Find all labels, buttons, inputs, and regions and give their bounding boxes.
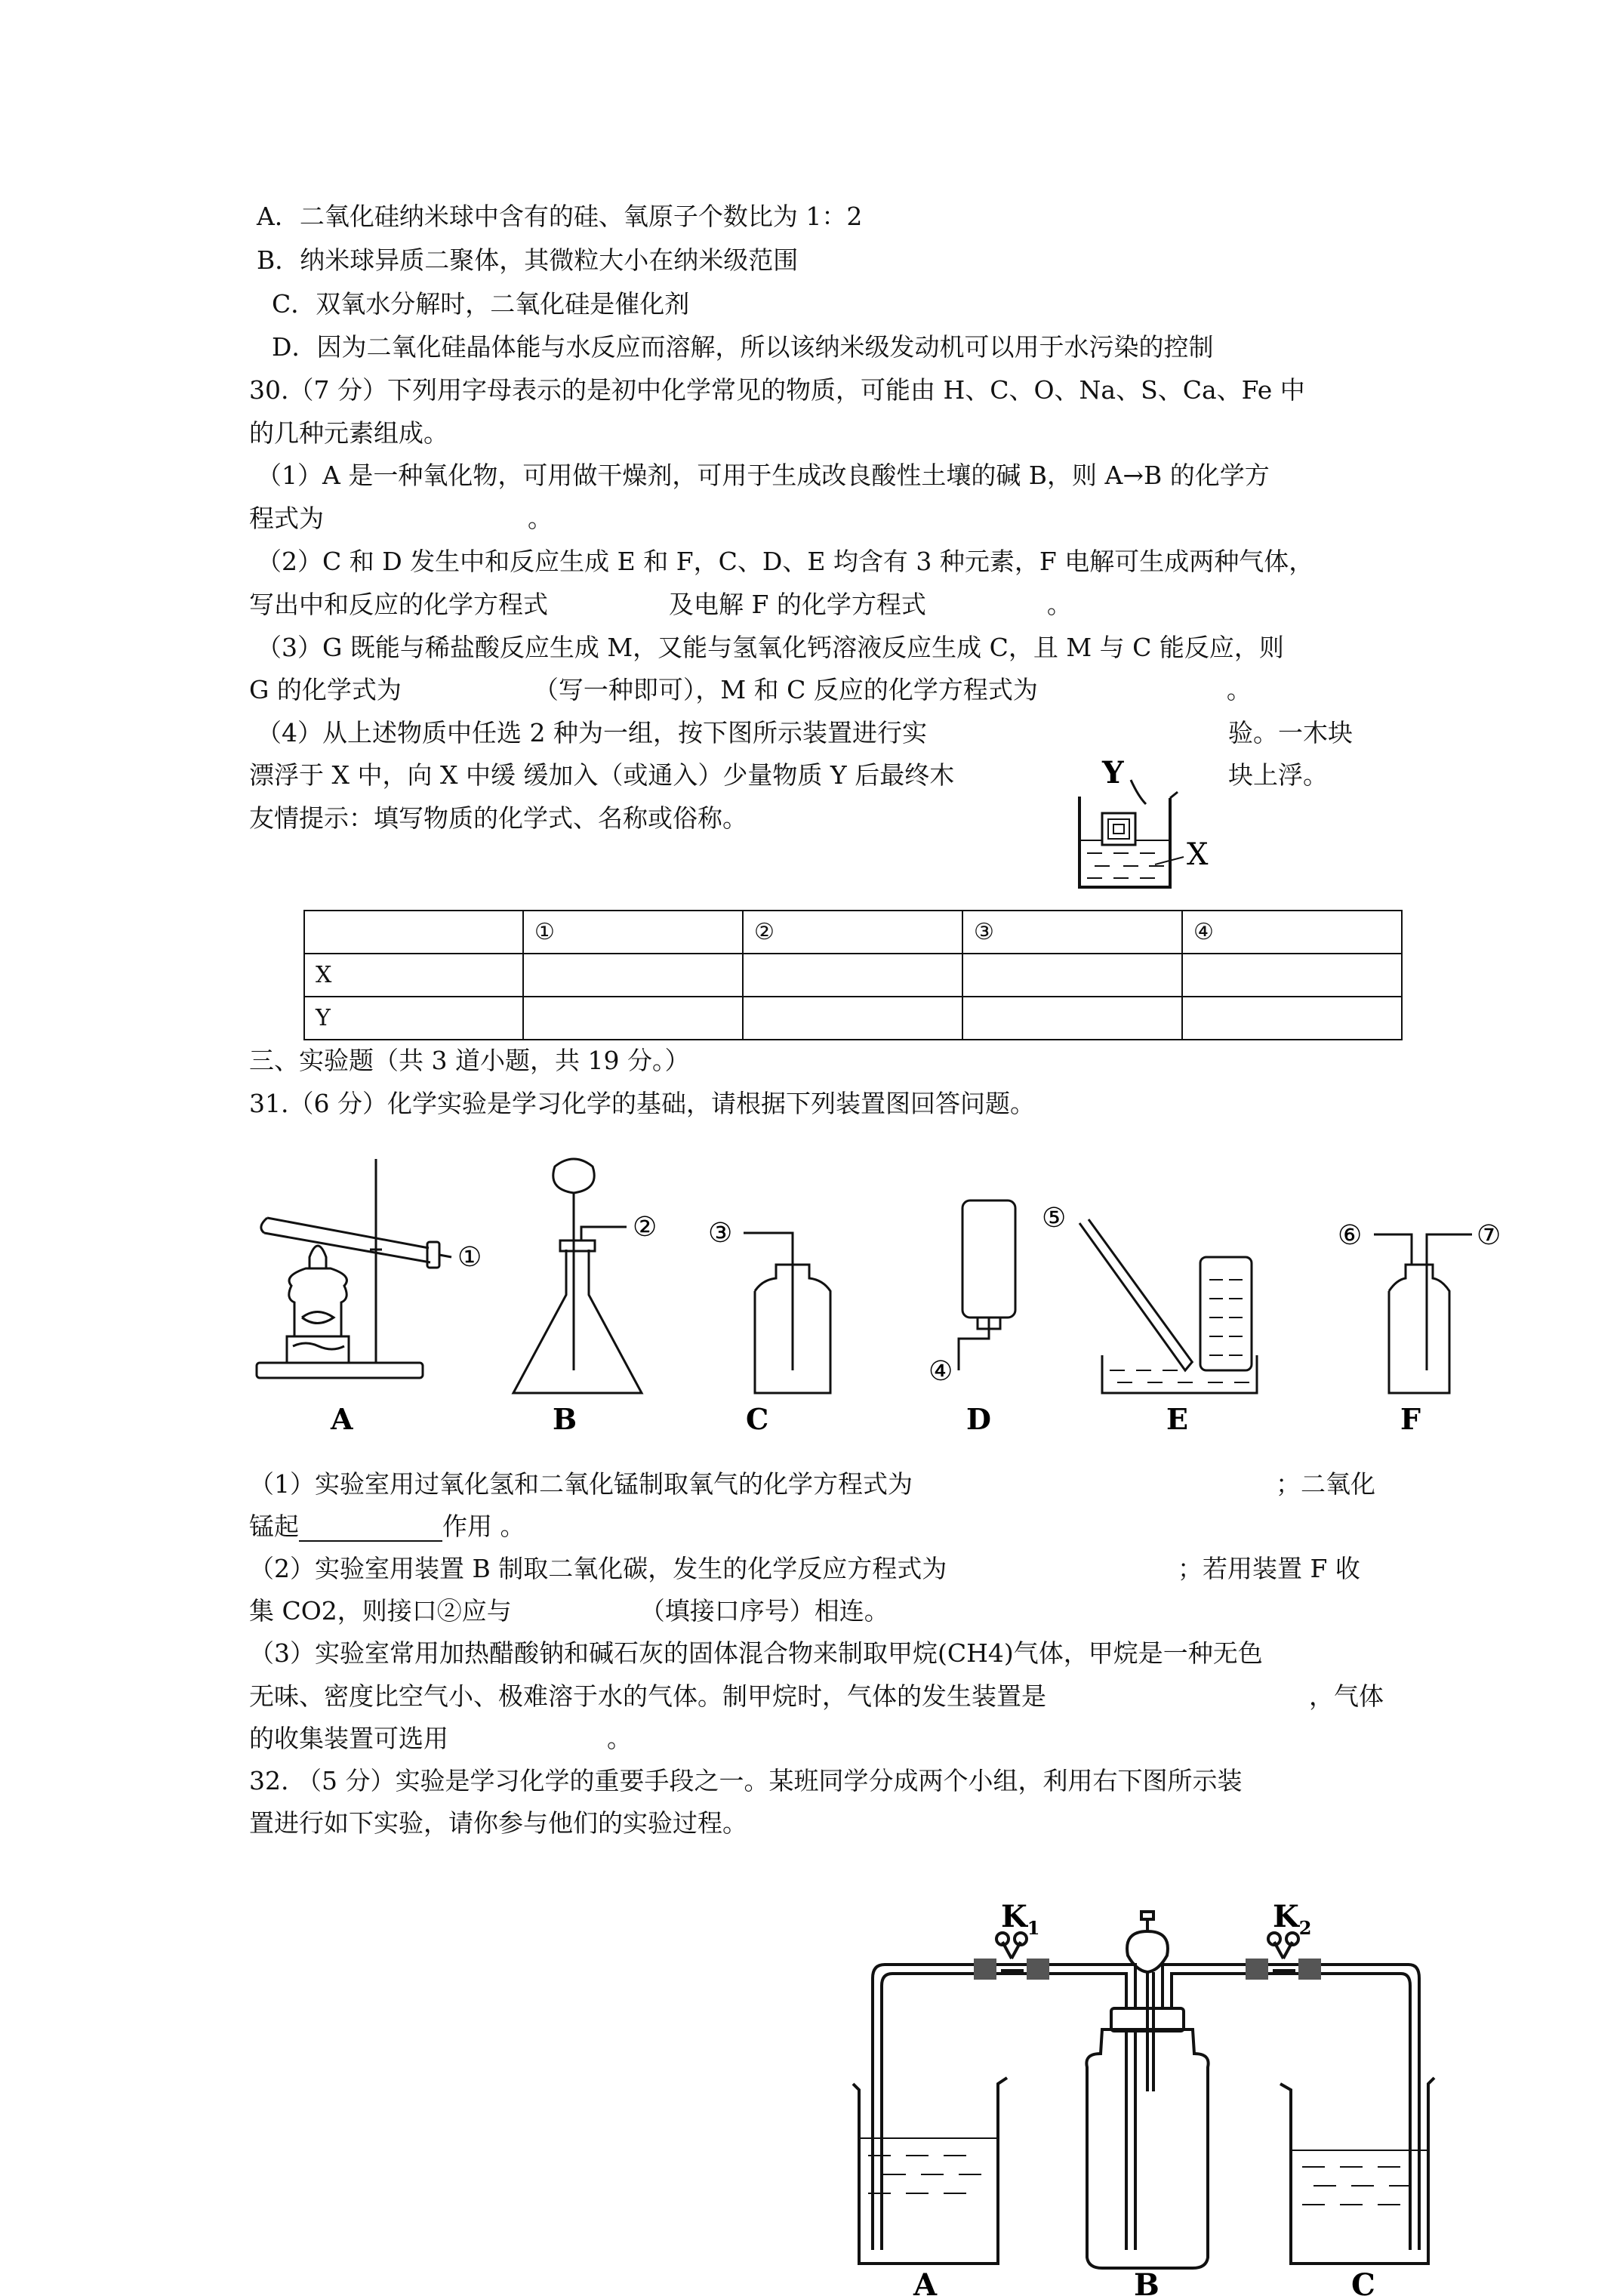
- table-answer-cell[interactable]: [1182, 954, 1402, 997]
- q31-part1-line1b: ；二氧化: [1276, 1469, 1375, 1499]
- q31-part2-text: 集 CO2，则接口②应与: [249, 1596, 512, 1626]
- q31-part1-line1a: （1）实验室用过氧化氢和二氧化锰制取氧气的化学方程式为: [249, 1469, 913, 1499]
- table-answer-cell[interactable]: [523, 954, 743, 997]
- vessel-label-b: B: [1134, 2267, 1160, 2296]
- apparatus-d: [959, 1200, 1015, 1370]
- q30-stem-line1: 30.（7 分）下列用字母表示的是初中化学常见的物质，可能由 H、C、O、Na、S、Ca、Fe 中: [249, 375, 1305, 405]
- q30-part1-text: 程式为: [249, 504, 324, 533]
- q30-part2-text-b: 及电解 F 的化学方程式: [669, 590, 926, 619]
- table-row: [304, 954, 1402, 997]
- table-row-label: Y: [304, 997, 523, 1040]
- port-label-4: ④: [929, 1356, 953, 1387]
- apparatus-label-e: E: [1166, 1402, 1188, 1435]
- q30-part2-end: 。: [1046, 590, 1072, 619]
- q30-part1-end: 。: [528, 504, 553, 533]
- q30-part3-text-b: （写一种即可），M 和 C 反应的化学方程式为: [533, 675, 1038, 704]
- lab-apparatus-figure: [249, 1144, 1517, 1435]
- table-header-cell: ①: [523, 911, 743, 954]
- q30-hint: 友情提示：填写物质的化学式、名称或俗称。: [249, 803, 747, 833]
- three-vessel-apparatus-figure: [830, 1895, 1472, 2296]
- q31-part2-line1b: ；若用装置 F 收: [1178, 1554, 1360, 1583]
- figure-label-x: X: [1187, 837, 1209, 872]
- q30-part4-line1b: 验。一木块: [1228, 718, 1353, 747]
- port-label-6: ⑥: [1338, 1220, 1363, 1251]
- port-label-5: ⑤: [1042, 1203, 1067, 1234]
- q31-part3-line2b: ，气体: [1309, 1681, 1384, 1711]
- q30-part4-line2b: 块上浮。: [1228, 760, 1328, 790]
- apparatus-label-d: D: [966, 1402, 991, 1435]
- table-header-row: [304, 911, 1402, 954]
- table-answer-cell[interactable]: [1182, 997, 1402, 1040]
- table-header-cell: [304, 911, 523, 954]
- wood-block: [1102, 813, 1135, 845]
- q31-part3-line3: [249, 1724, 632, 1754]
- q30-part4-line1a: （4）从上述物质中任选 2 种为一组，按下图所示装置进行实: [257, 718, 927, 747]
- q30-part3-end: 。: [1226, 675, 1252, 704]
- apparatus-label-b: B: [553, 1402, 577, 1435]
- table-header-cell: ③: [962, 911, 1182, 954]
- apparatus-c: [744, 1233, 830, 1393]
- apparatus-f: [1374, 1234, 1472, 1393]
- figure-label-y: Y: [1102, 755, 1124, 791]
- answer-blank[interactable]: [299, 1518, 442, 1542]
- answer-table: [303, 910, 1403, 1040]
- table-header-cell: ④: [1182, 911, 1402, 954]
- q31-part1-end: 作用 。: [442, 1512, 525, 1541]
- q31-stem: 31.（6 分）化学实验是学习化学的基础，请根据下列装置图回答问题。: [249, 1089, 1035, 1118]
- apparatus-e: [1079, 1219, 1257, 1393]
- port-label-3: ③: [708, 1218, 733, 1249]
- q30-part2-text-a: 写出中和反应的化学方程式: [249, 590, 548, 619]
- section-3-heading: 三、实验题（共 3 道小题，共 19 分。）: [249, 1046, 690, 1075]
- q32-stem-line2: 置进行如下实验，请你参与他们的实验过程。: [249, 1808, 747, 1838]
- table-answer-cell[interactable]: [523, 997, 743, 1040]
- q30-part3-line2: [249, 675, 1252, 705]
- port-label-7: ⑦: [1477, 1220, 1501, 1251]
- q30-part1-line1: （1）A 是一种氧化物，可用做干燥剂，可用于生成改良酸性土壤的碱 B，则 A→B 的化学方: [257, 461, 1270, 490]
- q32-stem-line1: 32. （5 分）实验是学习化学的重要手段之一。某班同学分成两个小组，利用右下图所示装: [249, 1766, 1243, 1795]
- apparatus-a: [257, 1159, 451, 1378]
- option-d: D．因为二氧化硅晶体能与水反应而溶解，所以该纳米级发动机可以用于水污染的控制: [272, 332, 1214, 362]
- table-header-cell: ②: [743, 911, 962, 954]
- q30-part2-line2: [249, 590, 1072, 620]
- q30-part3-line1: （3）G 既能与稀盐酸反应生成 M，又能与氢氧化钙溶液反应生成 C，且 M 与 C 能反应，则: [257, 633, 1284, 662]
- q31-part2-line2: [249, 1596, 889, 1626]
- clamp-k2-label: $K_2$: [1273, 1899, 1312, 1939]
- q31-part3-text: 的收集装置可选用: [249, 1724, 448, 1753]
- table-answer-cell[interactable]: [743, 954, 962, 997]
- apparatus-label-c: C: [746, 1402, 769, 1435]
- option-c: C．双氧水分解时，二氧化硅是催化剂: [272, 289, 690, 319]
- q30-stem-line2: 的几种元素组成。: [249, 418, 448, 448]
- option-a: A．二氧化硅纳米球中含有的硅、氧原子个数比为 1：2: [257, 202, 863, 231]
- q30-part2-line1: （2）C 和 D 发生中和反应生成 E 和 F，C、D、E 均含有 3 种元素，F 电解可生成两种气体，: [257, 547, 1314, 576]
- q31-part3-line1: （3）实验室常用加热醋酸钠和碱石灰的固体混合物来制取甲烷(CH4)气体，甲烷是一种无色: [249, 1638, 1263, 1668]
- table-answer-cell[interactable]: [962, 954, 1182, 997]
- apparatus-label-a: A: [331, 1402, 353, 1435]
- vessel-label-c: C: [1351, 2267, 1375, 2296]
- apparatus-b: [513, 1159, 642, 1393]
- table-answer-cell[interactable]: [743, 997, 962, 1040]
- q30-part3-text-a: G 的化学式为: [249, 675, 402, 704]
- port-label-2: ②: [633, 1212, 658, 1243]
- q31-part2-line1a: （2）实验室用装置 B 制取二氧化碳，发生的化学反应方程式为: [249, 1554, 947, 1583]
- option-b: B．纳米球异质二聚体，其微粒大小在纳米级范围: [257, 245, 799, 275]
- q31-part3-line2a: 无味、密度比空气小、极难溶于水的气体。制甲烷时，气体的发生装置是: [249, 1681, 1046, 1711]
- q31-part2-end: （填接口序号）相连。: [639, 1596, 889, 1626]
- table-row-label: X: [304, 954, 523, 997]
- apparatus-label-f: F: [1400, 1402, 1421, 1435]
- q31-part3-end: 。: [607, 1724, 632, 1753]
- clamp-k1-label: $K_1$: [1001, 1899, 1040, 1939]
- port-label-1: ①: [457, 1242, 482, 1273]
- table-row: [304, 997, 1402, 1040]
- q30-part4-line2a: 漂浮于 X 中，向 X 中缓 缓加入（或通入）少量物质 Y 后最终木: [249, 760, 955, 790]
- q30-part1-line2: [249, 504, 553, 534]
- beaker-a: [853, 2078, 1007, 2264]
- q31-part1-text: 锰起: [249, 1512, 299, 1541]
- vessel-label-a: A: [913, 2267, 938, 2296]
- table-answer-cell[interactable]: [962, 997, 1182, 1040]
- q31-part1-line2: [249, 1512, 525, 1542]
- floating-block-beaker-figure: [1057, 751, 1253, 898]
